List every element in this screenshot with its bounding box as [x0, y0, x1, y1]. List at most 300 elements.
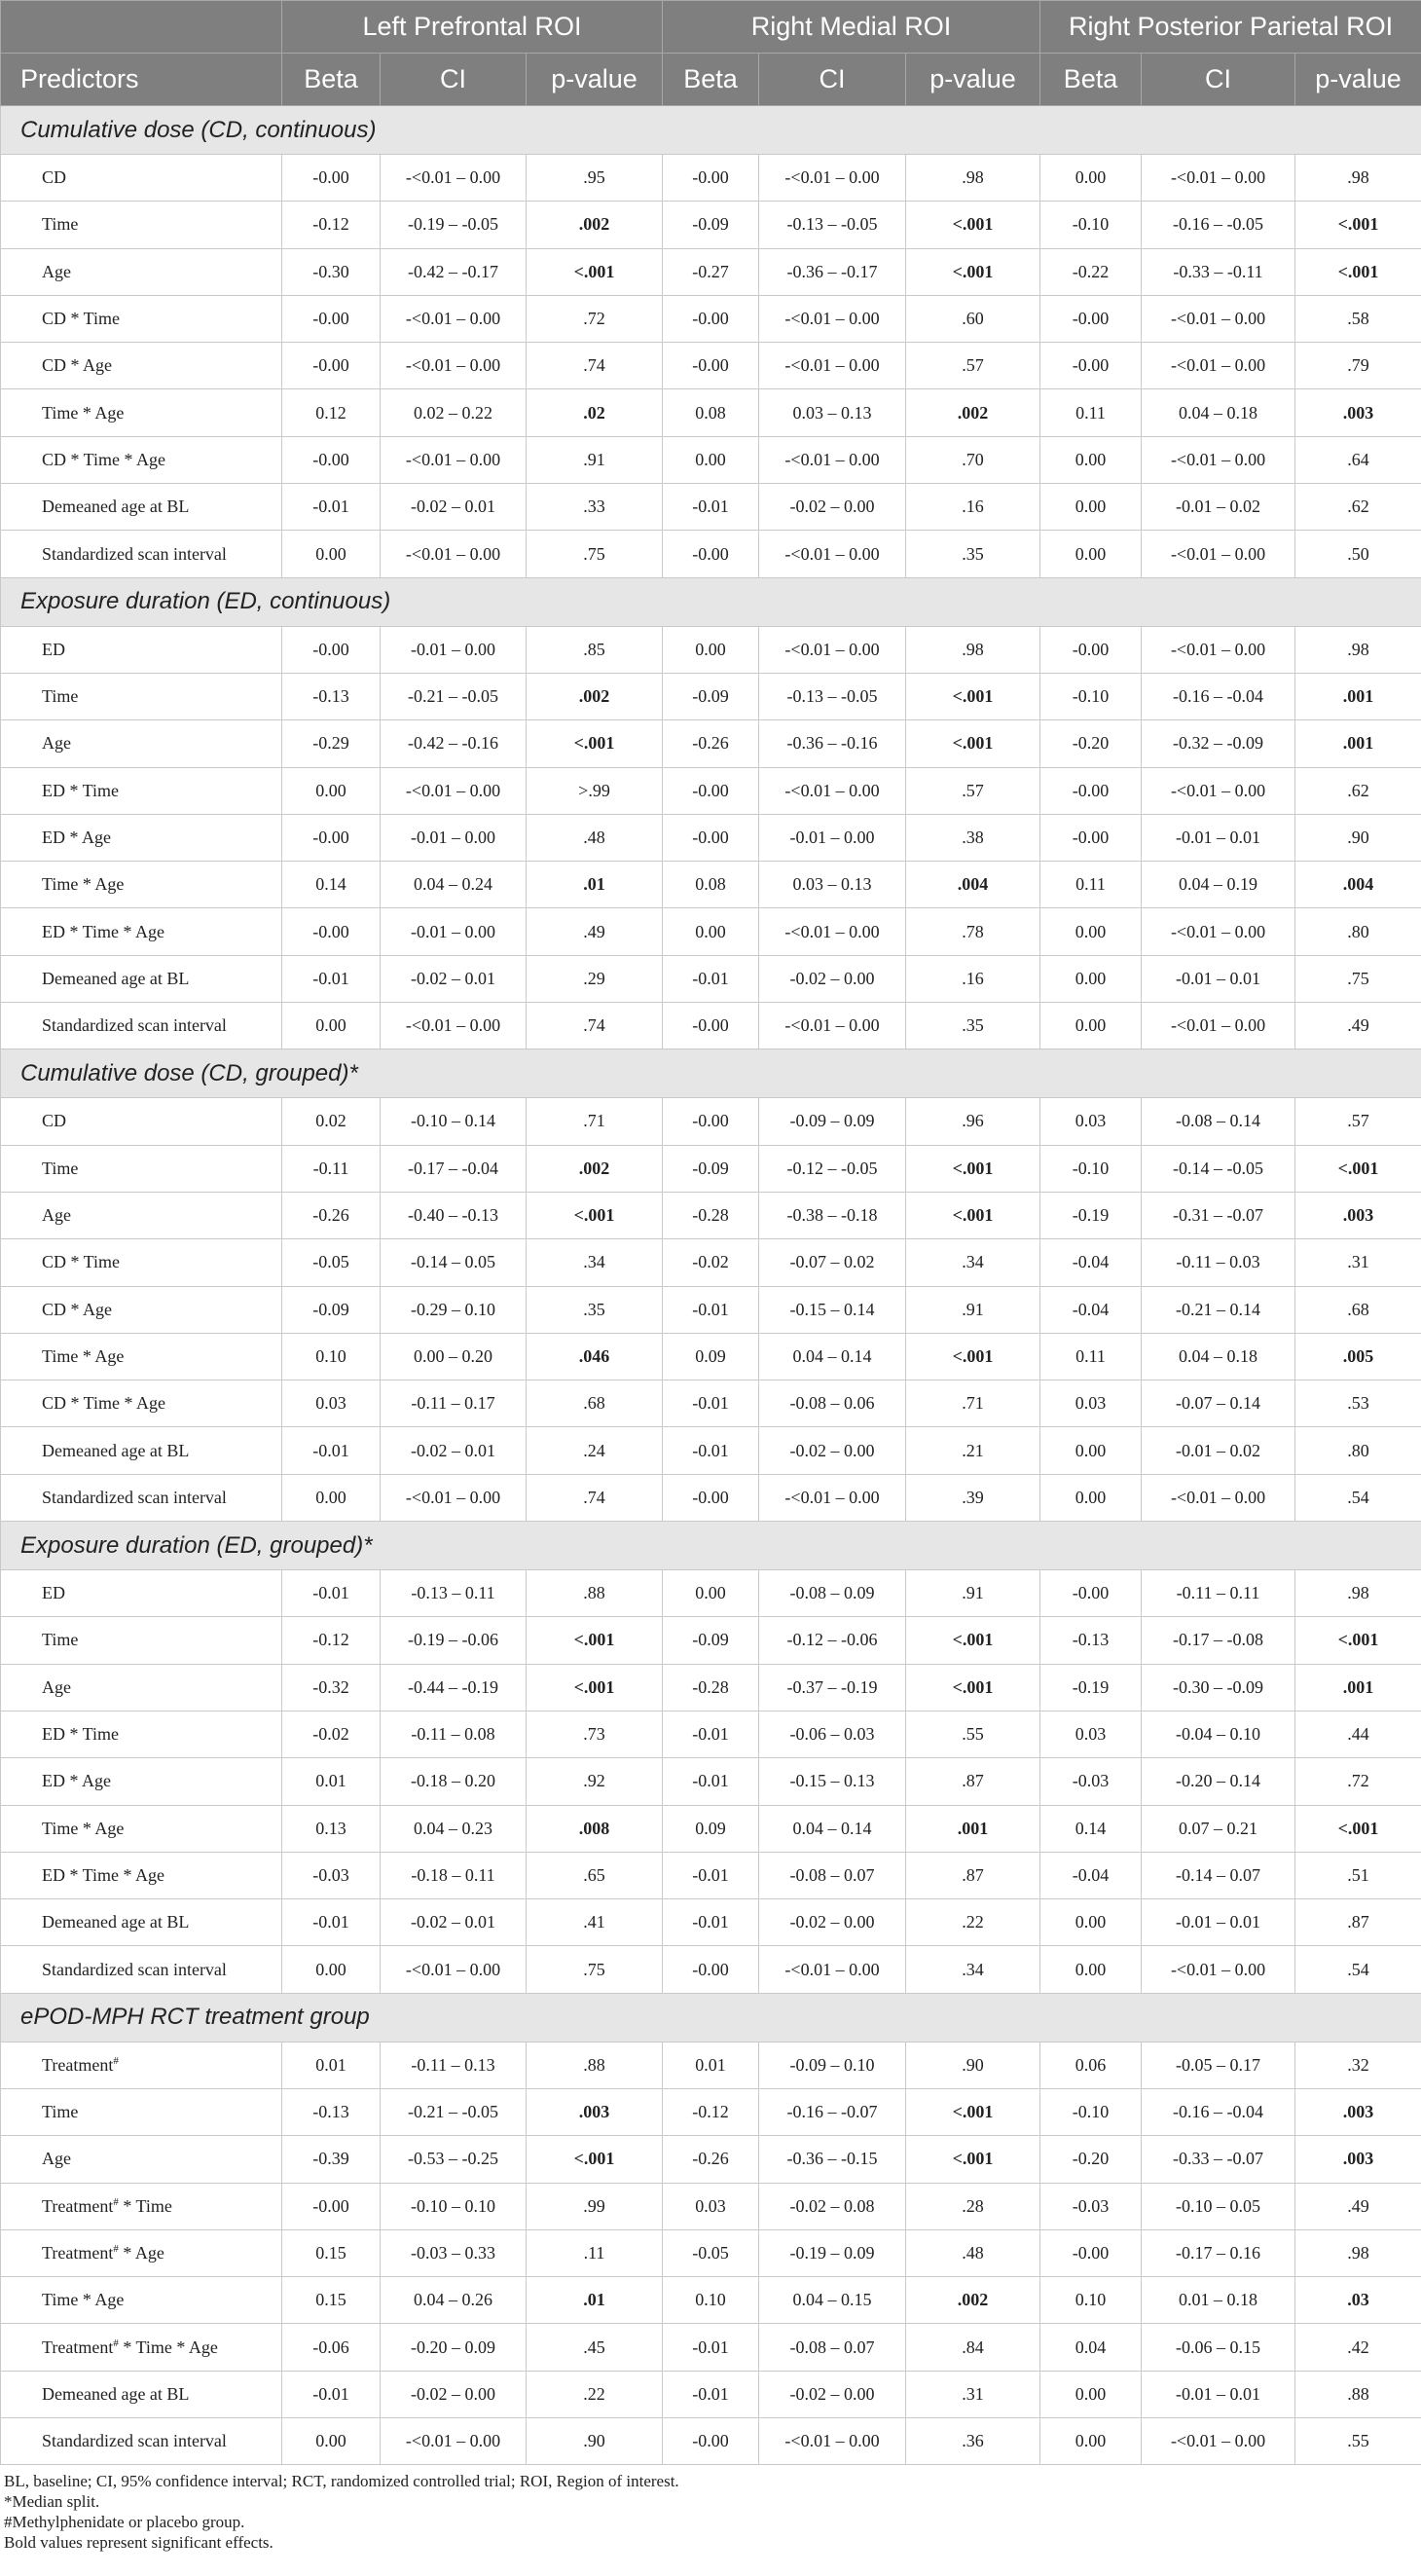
table-row	[1, 1286, 1421, 1333]
predictor-cell: Demeaned age at BL	[1, 955, 282, 1002]
ci-cell: -0.11 – 0.08	[381, 1711, 527, 1757]
ci-cell: -0.08 – 0.14	[1142, 1098, 1295, 1145]
table-row	[1, 2088, 1421, 2135]
ci-cell: -<0.01 – 0.00	[1142, 343, 1295, 389]
predictor-cell: ED	[1, 1570, 282, 1617]
p-value-cell: .73	[527, 1711, 663, 1757]
ci-cell: -0.02 – 0.01	[381, 955, 527, 1002]
table-row	[1, 1098, 1421, 1145]
table-row	[1, 2229, 1421, 2276]
ci-cell: -<0.01 – 0.00	[759, 2418, 906, 2465]
beta-cell: -0.02	[282, 1711, 381, 1757]
ci-cell: -<0.01 – 0.00	[759, 531, 906, 577]
beta-cell: -0.10	[1040, 2088, 1142, 2135]
table-row	[1, 767, 1421, 814]
beta-cell: -0.00	[282, 155, 381, 202]
section-title: Cumulative dose (CD, grouped)*	[1, 1049, 1421, 1098]
p-value-cell: .31	[1295, 1239, 1421, 1286]
beta-cell: -0.04	[1040, 1239, 1142, 1286]
ci-cell: -0.15 – 0.13	[759, 1758, 906, 1805]
footnote-median-split: *Median split.	[4, 2492, 100, 2512]
p-value-cell: <.001	[906, 2088, 1040, 2135]
beta-cell: -0.00	[663, 531, 759, 577]
p-value-cell: .41	[527, 1899, 663, 1946]
beta-cell: -0.09	[663, 1617, 759, 1664]
ci-cell: -<0.01 – 0.00	[381, 1946, 527, 1993]
ci-cell: -0.14 – 0.07	[1142, 1852, 1295, 1898]
ci-cell: -0.10 – 0.05	[1142, 2183, 1295, 2229]
ci-cell: -0.01 – 0.01	[1142, 2371, 1295, 2417]
table-row	[1, 1333, 1421, 1380]
beta-cell: -0.09	[663, 673, 759, 719]
ci-cell: -0.02 – 0.00	[759, 955, 906, 1002]
ci-cell: -0.37 – -0.19	[759, 1664, 906, 1711]
ci-cell: -0.29 – 0.10	[381, 1286, 527, 1333]
p-value-cell: .21	[906, 1427, 1040, 1474]
beta-cell: -0.00	[663, 155, 759, 202]
p-value-cell: .87	[906, 1852, 1040, 1898]
ci-cell: -0.32 – -0.09	[1142, 720, 1295, 767]
ci-cell: -0.16 – -0.05	[1142, 202, 1295, 248]
beta-cell: 0.02	[282, 1098, 381, 1145]
beta-cell: 0.00	[1040, 484, 1142, 531]
ci-cell: -0.08 – 0.06	[759, 1380, 906, 1427]
p-value-cell: .002	[527, 202, 663, 248]
table-row	[1, 1427, 1421, 1474]
ci-cell: -<0.01 – 0.00	[759, 436, 906, 483]
beta-cell: 0.00	[1040, 1003, 1142, 1049]
footnote-marker: #	[113, 2337, 119, 2349]
p-value-cell: .96	[906, 1098, 1040, 1145]
beta-cell: -0.00	[1040, 814, 1142, 861]
ci-cell: -0.02 – 0.01	[381, 1899, 527, 1946]
table-row	[1, 626, 1421, 673]
beta-cell: 0.00	[1040, 1474, 1142, 1521]
table-row	[1, 436, 1421, 483]
beta-cell: 0.00	[1040, 531, 1142, 577]
p-value-cell: .65	[527, 1852, 663, 1898]
ci-cell: -0.12 – -0.06	[759, 1617, 906, 1664]
beta-cell: -0.04	[1040, 1286, 1142, 1333]
p-value-cell: .91	[906, 1570, 1040, 1617]
ci-cell: -0.02 – 0.00	[759, 2371, 906, 2417]
beta-cell: -0.03	[1040, 1758, 1142, 1805]
table-row	[1, 531, 1421, 577]
ci-cell: -0.07 – 0.02	[759, 1239, 906, 1286]
predictor-label: Treatment	[42, 2243, 114, 2263]
p-value-cell: .80	[1295, 908, 1421, 955]
beta-cell: -0.13	[1040, 1617, 1142, 1664]
beta-cell: -0.12	[282, 202, 381, 248]
table-row	[1, 1805, 1421, 1852]
p-value-cell: .03	[1295, 2277, 1421, 2324]
ci-cell: -0.01 – 0.01	[1142, 814, 1295, 861]
section-header-row	[1, 1993, 1421, 2042]
ci-cell: -<0.01 – 0.00	[1142, 531, 1295, 577]
ci-cell: -0.21 – -0.05	[381, 2088, 527, 2135]
ci-cell: -0.11 – 0.13	[381, 2042, 527, 2088]
p-value-cell: .002	[906, 389, 1040, 436]
ci-cell: -0.18 – 0.11	[381, 1852, 527, 1898]
p-value-cell: .72	[1295, 1758, 1421, 1805]
section-header-row	[1, 1522, 1421, 1570]
beta-cell: -0.01	[663, 1899, 759, 1946]
table-row	[1, 1570, 1421, 1617]
p-value-cell: .008	[527, 1805, 663, 1852]
predictor-cell: Demeaned age at BL	[1, 2371, 282, 2417]
table-row	[1, 1899, 1421, 1946]
ci-cell: -0.06 – 0.15	[1142, 2324, 1295, 2371]
p-value-cell: .74	[527, 1003, 663, 1049]
beta-cell: -0.00	[1040, 343, 1142, 389]
p-value-cell: .75	[1295, 955, 1421, 1002]
beta-cell: -0.01	[282, 1570, 381, 1617]
beta-cell: -0.01	[663, 2371, 759, 2417]
header-group-right-medial: Right Medial ROI	[663, 1, 1040, 54]
p-value-cell: .91	[527, 436, 663, 483]
ci-cell: -0.04 – 0.10	[1142, 1711, 1295, 1757]
ci-cell: -0.36 – -0.17	[759, 248, 906, 295]
predictor-cell: ED * Time * Age	[1, 1852, 282, 1898]
beta-cell: 0.00	[282, 1474, 381, 1521]
p-value-cell: .34	[527, 1239, 663, 1286]
section-title: ePOD-MPH RCT treatment group	[1, 1993, 1421, 2042]
p-value-cell: <.001	[1295, 1805, 1421, 1852]
beta-cell: -0.22	[1040, 248, 1142, 295]
ci-cell: -0.01 – 0.02	[1142, 484, 1295, 531]
table-row	[1, 343, 1421, 389]
beta-cell: 0.09	[663, 1805, 759, 1852]
p-value-cell: .95	[527, 155, 663, 202]
table-row	[1, 2277, 1421, 2324]
ci-cell: -0.16 – -0.07	[759, 2088, 906, 2135]
ci-cell: -0.03 – 0.33	[381, 2229, 527, 2276]
beta-cell: -0.01	[663, 1758, 759, 1805]
ci-cell: -0.14 – -0.05	[1142, 1145, 1295, 1192]
predictor-cell: CD * Age	[1, 1286, 282, 1333]
ci-cell: -0.20 – 0.14	[1142, 1758, 1295, 1805]
p-value-cell: <.001	[906, 1333, 1040, 1380]
p-value-cell: .002	[906, 2277, 1040, 2324]
ci-cell: -0.02 – 0.00	[759, 1899, 906, 1946]
p-value-cell: .62	[1295, 767, 1421, 814]
ci-cell: -0.42 – -0.16	[381, 720, 527, 767]
predictor-cell: Age	[1, 1664, 282, 1711]
p-value-cell: .75	[527, 531, 663, 577]
table-row	[1, 1711, 1421, 1757]
beta-cell: 0.00	[1040, 2418, 1142, 2465]
header-group-left-prefrontal: Left Prefrontal ROI	[282, 1, 663, 54]
beta-cell: -0.39	[282, 2136, 381, 2183]
ci-cell: -<0.01 – 0.00	[759, 1003, 906, 1049]
ci-cell: -0.13 – 0.11	[381, 1570, 527, 1617]
beta-cell: 0.00	[1040, 2371, 1142, 2417]
beta-cell: -0.26	[663, 720, 759, 767]
p-value-cell: .88	[527, 1570, 663, 1617]
p-value-cell: .003	[1295, 1192, 1421, 1238]
p-value-cell: .34	[906, 1239, 1040, 1286]
predictor-cell: ED * Time	[1, 767, 282, 814]
header-col-p-value: p-value	[906, 54, 1040, 106]
p-value-cell: .35	[906, 531, 1040, 577]
predictor-cell: CD * Time * Age	[1, 1380, 282, 1427]
beta-cell: -0.01	[663, 1286, 759, 1333]
predictor-cell: CD * Time * Age	[1, 436, 282, 483]
p-value-cell: .57	[906, 767, 1040, 814]
beta-cell: -0.05	[282, 1239, 381, 1286]
beta-cell: -0.01	[663, 955, 759, 1002]
header-col-beta: Beta	[663, 54, 759, 106]
ci-cell: -0.42 – -0.17	[381, 248, 527, 295]
beta-cell: -0.00	[663, 1474, 759, 1521]
p-value-cell: .64	[1295, 436, 1421, 483]
p-value-cell: .004	[906, 862, 1040, 908]
p-value-cell: .90	[527, 2418, 663, 2465]
table-row	[1, 908, 1421, 955]
ci-cell: 0.04 – 0.23	[381, 1805, 527, 1852]
ci-cell: -0.07 – 0.14	[1142, 1380, 1295, 1427]
beta-cell: -0.00	[1040, 295, 1142, 342]
ci-cell: -<0.01 – 0.00	[1142, 626, 1295, 673]
p-value-cell: .33	[527, 484, 663, 531]
predictor-cell: Time	[1, 1617, 282, 1664]
ci-cell: -0.02 – 0.00	[381, 2371, 527, 2417]
beta-cell: -0.29	[282, 720, 381, 767]
ci-cell: -0.21 – 0.14	[1142, 1286, 1295, 1333]
ci-cell: -<0.01 – 0.00	[381, 343, 527, 389]
ci-cell: 0.07 – 0.21	[1142, 1805, 1295, 1852]
p-value-cell: .003	[1295, 2088, 1421, 2135]
p-value-cell: .98	[1295, 2229, 1421, 2276]
beta-cell: -0.03	[1040, 2183, 1142, 2229]
p-value-cell: .92	[527, 1758, 663, 1805]
beta-cell: 0.14	[1040, 1805, 1142, 1852]
p-value-cell: .48	[527, 814, 663, 861]
p-value-cell: .29	[527, 955, 663, 1002]
p-value-cell: .57	[1295, 1098, 1421, 1145]
ci-cell: 0.01 – 0.18	[1142, 2277, 1295, 2324]
ci-cell: 0.04 – 0.14	[759, 1333, 906, 1380]
ci-cell: -<0.01 – 0.00	[381, 1003, 527, 1049]
table-row	[1, 295, 1421, 342]
ci-cell: -0.33 – -0.11	[1142, 248, 1295, 295]
ci-cell: -0.09 – 0.10	[759, 2042, 906, 2088]
section-title: Exposure duration (ED, grouped)*	[1, 1522, 1421, 1570]
p-value-cell: .62	[1295, 484, 1421, 531]
beta-cell: -0.12	[663, 2088, 759, 2135]
beta-cell: -0.01	[663, 1380, 759, 1427]
header-row-groups	[1, 1, 1421, 54]
table-row	[1, 1617, 1421, 1664]
predictor-cell: Time	[1, 1145, 282, 1192]
table-row	[1, 202, 1421, 248]
p-value-cell: .53	[1295, 1380, 1421, 1427]
predictor-cell: Standardized scan interval	[1, 1474, 282, 1521]
table-row	[1, 1380, 1421, 1427]
ci-cell: -0.13 – -0.05	[759, 202, 906, 248]
ci-cell: -0.40 – -0.13	[381, 1192, 527, 1238]
beta-cell: 0.00	[663, 436, 759, 483]
p-value-cell: .32	[1295, 2042, 1421, 2088]
beta-cell: 0.14	[282, 862, 381, 908]
ci-cell: -<0.01 – 0.00	[381, 295, 527, 342]
table-row	[1, 1474, 1421, 1521]
p-value-cell: <.001	[906, 2136, 1040, 2183]
ci-cell: -<0.01 – 0.00	[381, 767, 527, 814]
beta-cell: 0.03	[1040, 1380, 1142, 1427]
p-value-cell: .01	[527, 2277, 663, 2324]
table-row	[1, 720, 1421, 767]
p-value-cell: .11	[527, 2229, 663, 2276]
p-value-cell: .35	[906, 1003, 1040, 1049]
ci-cell: -0.02 – 0.01	[381, 1427, 527, 1474]
predictor-cell: Age	[1, 2136, 282, 2183]
p-value-cell: .36	[906, 2418, 1040, 2465]
ci-cell: -0.12 – -0.05	[759, 1145, 906, 1192]
beta-cell: 0.10	[282, 1333, 381, 1380]
header-col-beta: Beta	[282, 54, 381, 106]
predictor-cell: Time * Age	[1, 862, 282, 908]
p-value-cell: .75	[527, 1946, 663, 1993]
p-value-cell: .90	[906, 2042, 1040, 2088]
predictor-cell: ED	[1, 626, 282, 673]
p-value-cell: .001	[1295, 673, 1421, 719]
beta-cell: -0.04	[1040, 1852, 1142, 1898]
predictor-cell	[1, 2229, 282, 2276]
ci-cell: -0.19 – -0.06	[381, 1617, 527, 1664]
ci-cell: -<0.01 – 0.00	[1142, 1003, 1295, 1049]
p-value-cell: <.001	[1295, 1145, 1421, 1192]
predictor-cell: Standardized scan interval	[1, 531, 282, 577]
ci-cell: -<0.01 – 0.00	[759, 295, 906, 342]
ci-cell: -<0.01 – 0.00	[1142, 908, 1295, 955]
ci-cell: -0.11 – 0.11	[1142, 1570, 1295, 1617]
beta-cell: -0.20	[1040, 2136, 1142, 2183]
predictor-label-suffix: * Time	[118, 2195, 172, 2216]
beta-cell: -0.27	[663, 248, 759, 295]
p-value-cell: <.001	[527, 1192, 663, 1238]
table-row	[1, 814, 1421, 861]
ci-cell: 0.02 – 0.22	[381, 389, 527, 436]
predictor-cell: Time * Age	[1, 1805, 282, 1852]
beta-cell: 0.01	[282, 2042, 381, 2088]
beta-cell: -0.01	[663, 1852, 759, 1898]
p-value-cell: .39	[906, 1474, 1040, 1521]
ci-cell: -0.17 – -0.08	[1142, 1617, 1295, 1664]
beta-cell: -0.32	[282, 1664, 381, 1711]
p-value-cell: .99	[527, 2183, 663, 2229]
ci-cell: -0.36 – -0.16	[759, 720, 906, 767]
section-header-row	[1, 1049, 1421, 1098]
p-value-cell: .55	[906, 1711, 1040, 1757]
p-value-cell: .68	[1295, 1286, 1421, 1333]
ci-cell: -0.30 – -0.09	[1142, 1664, 1295, 1711]
p-value-cell: .38	[906, 814, 1040, 861]
p-value-cell: .87	[906, 1758, 1040, 1805]
p-value-cell: .003	[527, 2088, 663, 2135]
ci-cell: -0.02 – 0.00	[759, 1427, 906, 1474]
beta-cell: -0.11	[282, 1145, 381, 1192]
predictor-cell: Demeaned age at BL	[1, 1899, 282, 1946]
p-value-cell: .34	[906, 1946, 1040, 1993]
results-table-body	[1, 106, 1421, 2465]
beta-cell: -0.00	[663, 2418, 759, 2465]
ci-cell: 0.03 – 0.13	[759, 862, 906, 908]
ci-cell: -0.53 – -0.25	[381, 2136, 527, 2183]
beta-cell: -0.00	[663, 343, 759, 389]
table-row	[1, 2136, 1421, 2183]
p-value-cell: .49	[527, 908, 663, 955]
p-value-cell: .02	[527, 389, 663, 436]
beta-cell: -0.10	[1040, 1145, 1142, 1192]
p-value-cell: .98	[1295, 155, 1421, 202]
table-row	[1, 673, 1421, 719]
ci-cell: -0.18 – 0.20	[381, 1758, 527, 1805]
p-value-cell: .002	[527, 1145, 663, 1192]
predictor-cell: Time	[1, 2088, 282, 2135]
ci-cell: -0.21 – -0.05	[381, 673, 527, 719]
beta-cell: -0.05	[663, 2229, 759, 2276]
beta-cell: 0.06	[1040, 2042, 1142, 2088]
table-row	[1, 155, 1421, 202]
beta-cell: 0.00	[282, 1946, 381, 1993]
ci-cell: -0.20 – 0.09	[381, 2324, 527, 2371]
ci-cell: -0.05 – 0.17	[1142, 2042, 1295, 2088]
p-value-cell: .74	[527, 1474, 663, 1521]
predictor-cell: ED * Age	[1, 1758, 282, 1805]
p-value-cell: .68	[527, 1380, 663, 1427]
footnote-abbreviations: BL, baseline; CI, 95% confidence interval; RCT, randomized controlled trial; ROI, Region of interest.	[4, 2472, 679, 2491]
table-row	[1, 2371, 1421, 2417]
beta-cell: 0.00	[663, 626, 759, 673]
ci-cell: -0.33 – -0.07	[1142, 2136, 1295, 2183]
predictor-cell: Time * Age	[1, 2277, 282, 2324]
beta-cell: 0.11	[1040, 862, 1142, 908]
p-value-cell: .001	[1295, 720, 1421, 767]
p-value-cell: .35	[527, 1286, 663, 1333]
section-header-row	[1, 577, 1421, 626]
beta-cell: 0.03	[1040, 1098, 1142, 1145]
p-value-cell: .22	[527, 2371, 663, 2417]
p-value-cell: <.001	[906, 202, 1040, 248]
ci-cell: -0.01 – 0.02	[1142, 1427, 1295, 1474]
beta-cell: -0.06	[282, 2324, 381, 2371]
predictor-label: Treatment	[42, 2195, 114, 2216]
ci-cell: 0.04 – 0.19	[1142, 862, 1295, 908]
ci-cell: -<0.01 – 0.00	[759, 908, 906, 955]
ci-cell: 0.04 – 0.24	[381, 862, 527, 908]
beta-cell: 0.00	[663, 1570, 759, 1617]
p-value-cell: >.99	[527, 767, 663, 814]
p-value-cell: <.001	[527, 1664, 663, 1711]
beta-cell: -0.01	[282, 2371, 381, 2417]
beta-cell: -0.00	[282, 908, 381, 955]
p-value-cell: <.001	[906, 1617, 1040, 1664]
p-value-cell: .001	[1295, 1664, 1421, 1711]
p-value-cell: .70	[906, 436, 1040, 483]
ci-cell: -<0.01 – 0.00	[1142, 1474, 1295, 1521]
ci-cell: -<0.01 – 0.00	[1142, 1946, 1295, 1993]
beta-cell: -0.00	[663, 1098, 759, 1145]
ci-cell: -0.15 – 0.14	[759, 1286, 906, 1333]
beta-cell: -0.10	[1040, 673, 1142, 719]
table-row	[1, 1192, 1421, 1238]
predictor-cell: Standardized scan interval	[1, 1003, 282, 1049]
ci-cell: 0.04 – 0.15	[759, 2277, 906, 2324]
p-value-cell: .98	[906, 155, 1040, 202]
beta-cell: 0.03	[282, 1380, 381, 1427]
p-value-cell: .57	[906, 343, 1040, 389]
